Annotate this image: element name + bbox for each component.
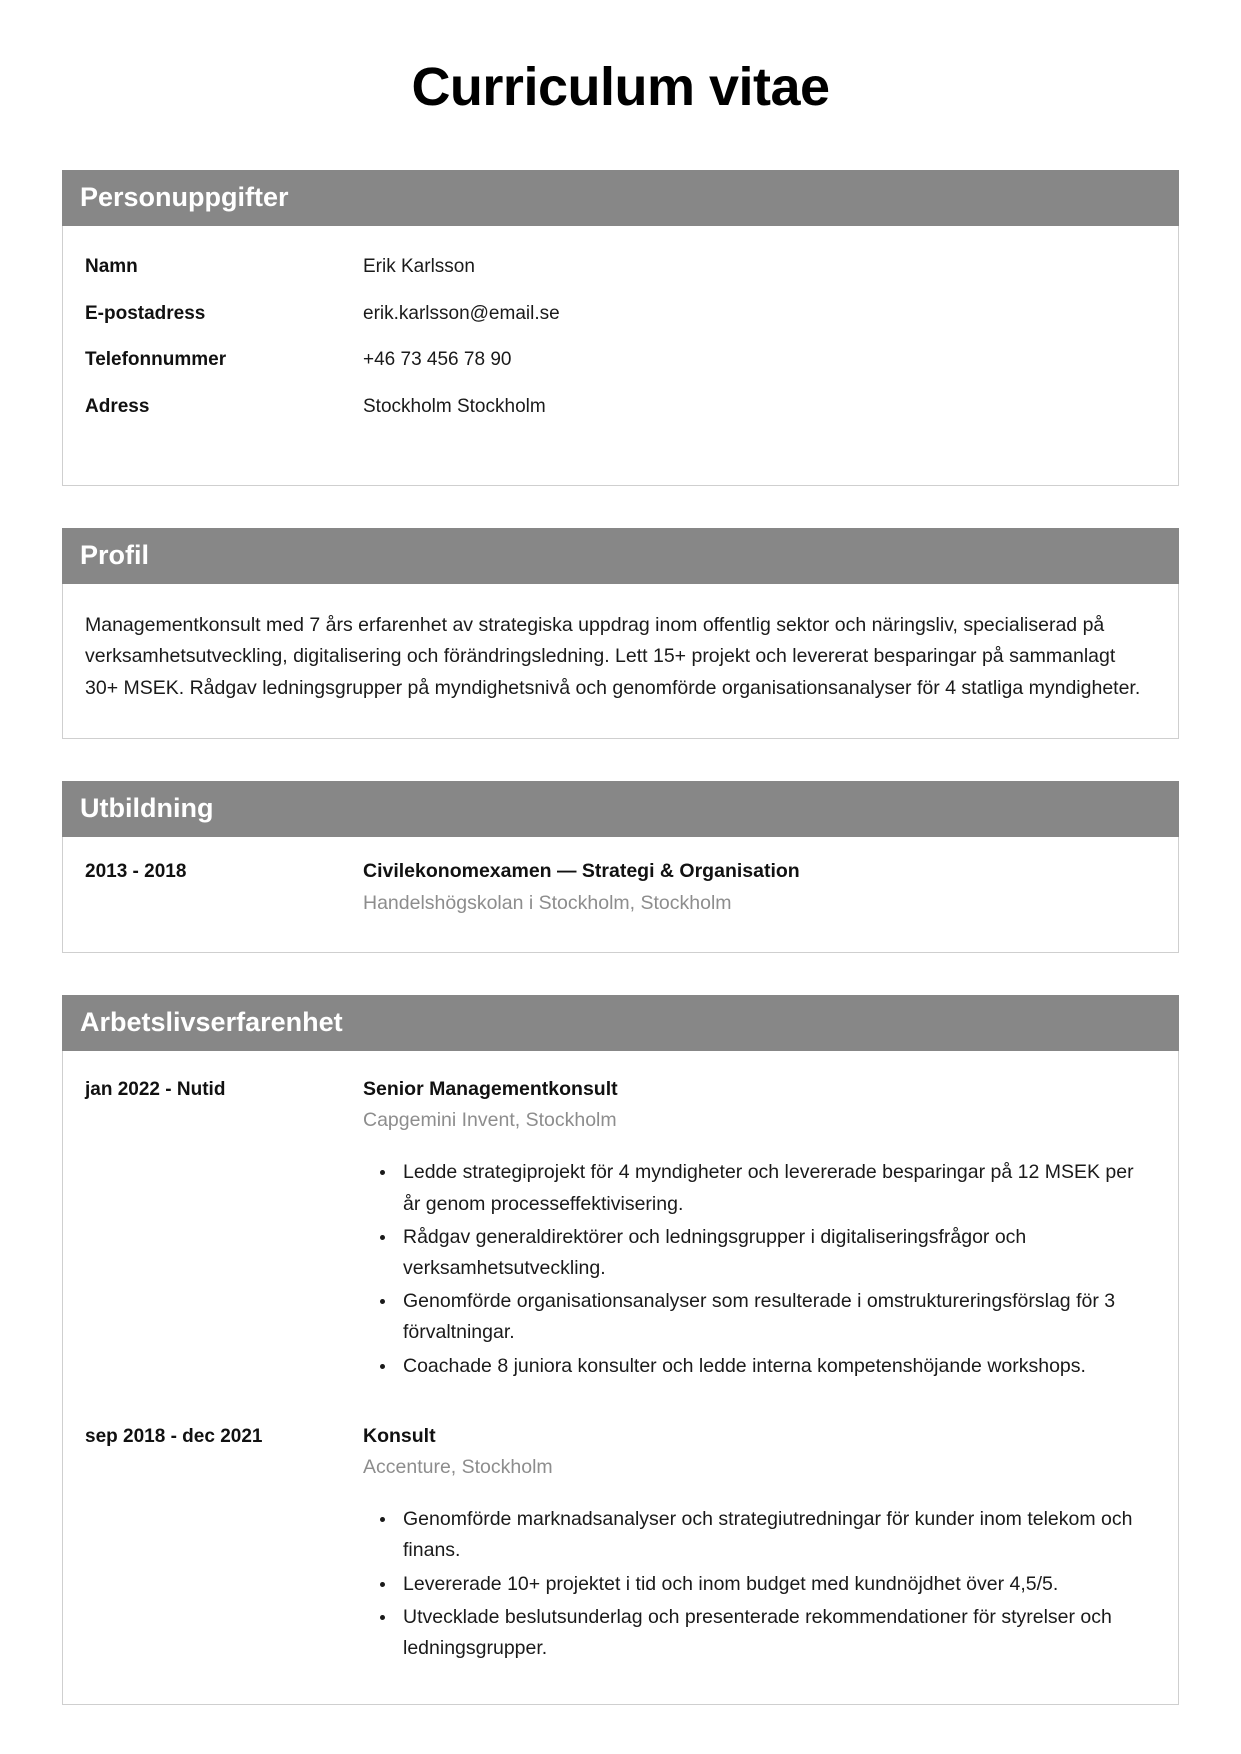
experience-bullet: • Ledde strategiprojekt för 4 myndigheter och levererade besparingar på 12 MSEK per år genom processeffektivisering. bbox=[397, 1157, 1156, 1219]
personal-value-name: Erik Karlsson bbox=[363, 256, 475, 278]
experience-bullet: • Genomförde organisationsanalyser som resulterade i omstruktureringsförslag för 3 förvaltningar. bbox=[397, 1286, 1156, 1348]
experience-bullet: • Coachade 8 juniora konsulter och ledde interna kompetenshöjande workshops. bbox=[397, 1351, 1156, 1382]
personal-value-email: erik.karlsson@email.se bbox=[363, 302, 560, 324]
personal-row-address bbox=[85, 388, 1156, 435]
personal-value-address: Stockholm Stockholm bbox=[363, 395, 546, 417]
section-experience bbox=[62, 995, 1179, 1705]
personal-label-address: Adress bbox=[85, 395, 150, 417]
personal-label-email: E-postadress bbox=[85, 302, 206, 324]
personal-row-name bbox=[85, 248, 1156, 295]
experience-bullet: • Genomförde marknadsanalyser och strategiutredningar för kunder inom telekom och finans. bbox=[397, 1504, 1156, 1566]
experience-entry-main bbox=[363, 1422, 1156, 1666]
experience-entry bbox=[85, 1075, 1156, 1388]
personal-label-phone: Telefonnummer bbox=[85, 349, 227, 371]
section-body-profile bbox=[62, 584, 1179, 740]
education-entry-school: Handelshögskolan i Stockholm, Stockholm bbox=[363, 891, 732, 914]
experience-entry-date: sep 2018 - dec 2021 bbox=[85, 1425, 263, 1447]
education-entry bbox=[85, 857, 1156, 922]
experience-entry-bullets bbox=[363, 1504, 1156, 1664]
personal-row-phone bbox=[85, 341, 1156, 388]
experience-entry-date: jan 2022 - Nutid bbox=[85, 1078, 226, 1100]
section-body-experience bbox=[62, 1051, 1179, 1705]
experience-bullet: • Utvecklade beslutsunderlag och presenterade rekommendationer för styrelser och ledningsgrupper. bbox=[397, 1602, 1156, 1664]
experience-bullet: • Levererade 10+ projektet i tid och inom budget med kundnöjdhet över 4,5/5. bbox=[397, 1569, 1156, 1600]
section-heading-education: Utbildning bbox=[62, 781, 1179, 837]
experience-entry-role: Senior Managementkonsult bbox=[363, 1077, 618, 1100]
personal-row-email bbox=[85, 295, 1156, 342]
page-title: Curriculum vitae bbox=[411, 57, 830, 117]
section-body-education bbox=[62, 837, 1179, 953]
personal-bottom-spacer bbox=[85, 435, 1156, 459]
section-heading-profile: Profil bbox=[62, 528, 1179, 584]
profile-summary-text: Managementkonsult med 7 års erfarenhet av strategiska uppdrag inom offentlig sektor och näringsliv, specialiserad på verksamhetsutveckling, digitalisering och förändringsledning. Lett 15+ projekt och levererat besparingar på sammanlagt 30+ MSEK. Rådgav ledningsgrupper på myndighetsnivå och genomförde organisationsanalyser för 4 statliga myndigheter. bbox=[85, 613, 1141, 699]
experience-entry-main bbox=[363, 1075, 1156, 1384]
section-education bbox=[62, 781, 1179, 953]
education-entry-date: 2013 - 2018 bbox=[85, 861, 187, 883]
experience-entry-company: Accenture, Stockholm bbox=[363, 1456, 553, 1478]
experience-entry-role: Konsult bbox=[363, 1424, 436, 1447]
section-heading-personal: Personuppgifter bbox=[62, 170, 1179, 226]
section-body-personal bbox=[62, 226, 1179, 485]
experience-bullet: • Rådgav generaldirektörer och ledningsgrupper i digitaliseringsfrågor och verksamhetsutveckling. bbox=[397, 1222, 1156, 1284]
education-entry-main bbox=[363, 857, 1156, 918]
personal-value-phone: +46 73 456 78 90 bbox=[363, 349, 512, 371]
education-entry-degree: Civilekonomexamen — Strategi & Organisation bbox=[363, 860, 800, 883]
section-personal-details bbox=[62, 170, 1179, 485]
section-heading-experience: Arbetslivserfarenhet bbox=[62, 995, 1179, 1051]
experience-entry bbox=[85, 1388, 1156, 1670]
personal-label-name: Namn bbox=[85, 256, 138, 278]
section-profile bbox=[62, 528, 1179, 740]
experience-entry-company: Capgemini Invent, Stockholm bbox=[363, 1109, 617, 1132]
experience-entry-bullets bbox=[363, 1157, 1156, 1381]
